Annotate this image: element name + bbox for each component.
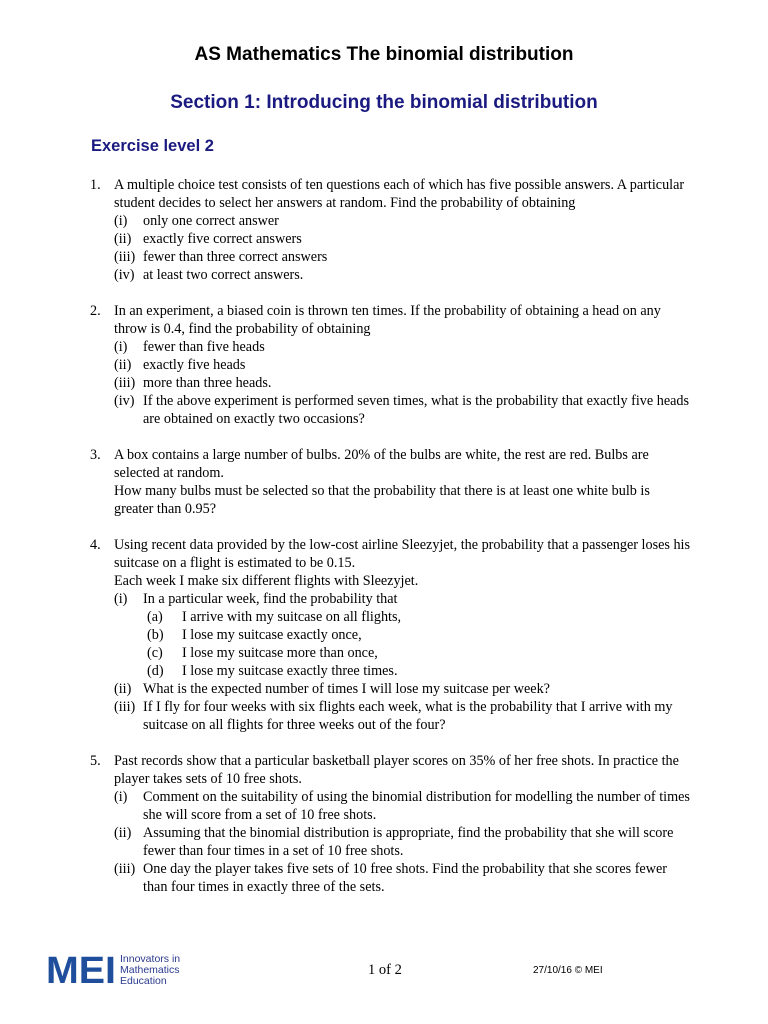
sub-question-number: (iii) [114,861,136,877]
mei-tagline-line-1: Innovators in [120,953,181,965]
sub-question-number: (i) [114,213,128,229]
sub-question [114,338,690,356]
sub-question-number: (iv) [114,267,135,283]
question-4 [90,536,690,734]
question-text-continued: Each week I make six different flights with Sleezyjet. [114,573,419,589]
sub-sub-question [147,626,690,644]
sub-question [114,824,690,860]
question-list [90,176,690,914]
sub-sub-question-number: (a) [147,609,163,625]
sub-question-number: (ii) [114,231,132,247]
question-text: In an experiment, a biased coin is thrown ten times. If the probability of obtaining a head on any throw is 0.4, find the probability of obtaining [114,303,661,337]
sub-question-number: (iii) [114,249,136,265]
sub-sub-question-text: I lose my suitcase exactly once, [182,627,362,643]
question-text-continued: How many bulbs must be selected so that the probability that there is at least one white bulb is greater than 0.95? [114,483,650,517]
sub-question [114,788,690,824]
question-text: A multiple choice test consists of ten questions each of which has five possible answers. A particular student decides to select her answers at random. Find the probability of obtaining [114,177,685,211]
sub-question-text: If the above experiment is performed seven times, what is the probability that exactly five heads are obtained on exactly two occasions? [143,393,690,427]
sub-question-text: at least two correct answers. [143,267,304,283]
question-number: 3. [90,447,101,463]
sub-question [114,392,690,428]
sub-question-number: (iv) [114,393,135,409]
sub-question [114,356,690,374]
sub-question-text: fewer than three correct answers [143,249,328,265]
sub-question-number: (ii) [114,825,132,841]
question-number: 1. [90,177,101,193]
sub-question-number: (iii) [114,375,136,391]
question-text: A box contains a large number of bulbs. 20% of the bulbs are white, the rest are red. Bulbs are selected at random. [114,447,649,481]
footer-date-copyright: 27/10/16 © MEI [533,965,603,976]
question-number: 4. [90,537,101,553]
sub-question-text: Comment on the suitability of using the binomial distribution for modelling the number of times she will score from a set of 10 free shots. [143,789,690,823]
sub-question [114,248,690,266]
mei-tagline-line-3: Education [120,975,167,986]
sub-question [114,266,690,284]
sub-question [114,860,690,896]
sub-question-number: (iii) [114,699,136,715]
page-number: 1 of 2 [368,962,402,978]
sub-sub-question [147,644,690,662]
sub-sub-question-text: I lose my suitcase exactly three times. [182,663,398,679]
sub-question-text: exactly five correct answers [143,231,302,247]
sub-question-text: fewer than five heads [143,339,265,355]
question-number: 2. [90,303,101,319]
sub-question-text: One day the player takes five sets of 10 free shots. Find the probability that she scores fewer than four times in exactly three of the sets. [143,861,667,895]
question-text: Past records show that a particular basketball player scores on 35% of her free shots. In practice the player takes sets of 10 free shots. [114,753,679,787]
sub-sub-question-number: (c) [147,645,163,661]
mei-logo [46,952,206,986]
mei-tagline-line-2: Mathematics [120,964,180,976]
question-3 [90,446,690,518]
sub-sub-question-text: I arrive with my suitcase on all flights, [182,609,402,625]
sub-question [114,230,690,248]
sub-question [114,698,690,734]
sub-question [114,680,690,698]
page-title: AS Mathematics The binomial distribution [194,44,574,65]
sub-question-text: only one correct answer [143,213,279,229]
sub-question-text: What is the expected number of times I will lose my suitcase per week? [143,681,550,697]
sub-question [114,212,690,230]
sub-question-text: Assuming that the binomial distribution is appropriate, find the probability that she will score fewer than four times in a set of 10 free shots. [143,825,674,859]
sub-question [114,590,690,680]
sub-sub-question-number: (b) [147,627,164,643]
sub-question-number: (i) [114,339,128,355]
sub-question-number: (i) [114,591,128,607]
sub-sub-question [147,608,690,626]
question-1 [90,176,690,284]
exercise-title: Exercise level 2 [91,137,214,155]
sub-question-number: (i) [114,789,128,805]
sub-sub-question-text: I lose my suitcase more than once, [182,645,378,661]
question-number: 5. [90,753,101,769]
sub-sub-question-number: (d) [147,663,164,679]
question-2 [90,302,690,428]
question-text: Using recent data provided by the low-cost airline Sleezyjet, the probability that a passenger loses his suitcase on a flight is estimated to be 0.15. [114,537,691,571]
section-title: Section 1: Introducing the binomial distribution [170,92,598,113]
mei-logo-mark: MEI [46,952,116,986]
sub-question-number: (ii) [114,681,132,697]
sub-sub-question [147,662,690,680]
question-5 [90,752,690,896]
sub-question-text: more than three heads. [143,375,272,391]
sub-question-text: exactly five heads [143,357,246,373]
sub-question [114,374,690,392]
sub-question-text: In a particular week, find the probability that [143,591,398,607]
sub-question-text: If I fly for four weeks with six flights each week, what is the probability that I arrive with my suitcase on all flights for three weeks out of the four? [143,699,673,733]
sub-question-number: (ii) [114,357,132,373]
